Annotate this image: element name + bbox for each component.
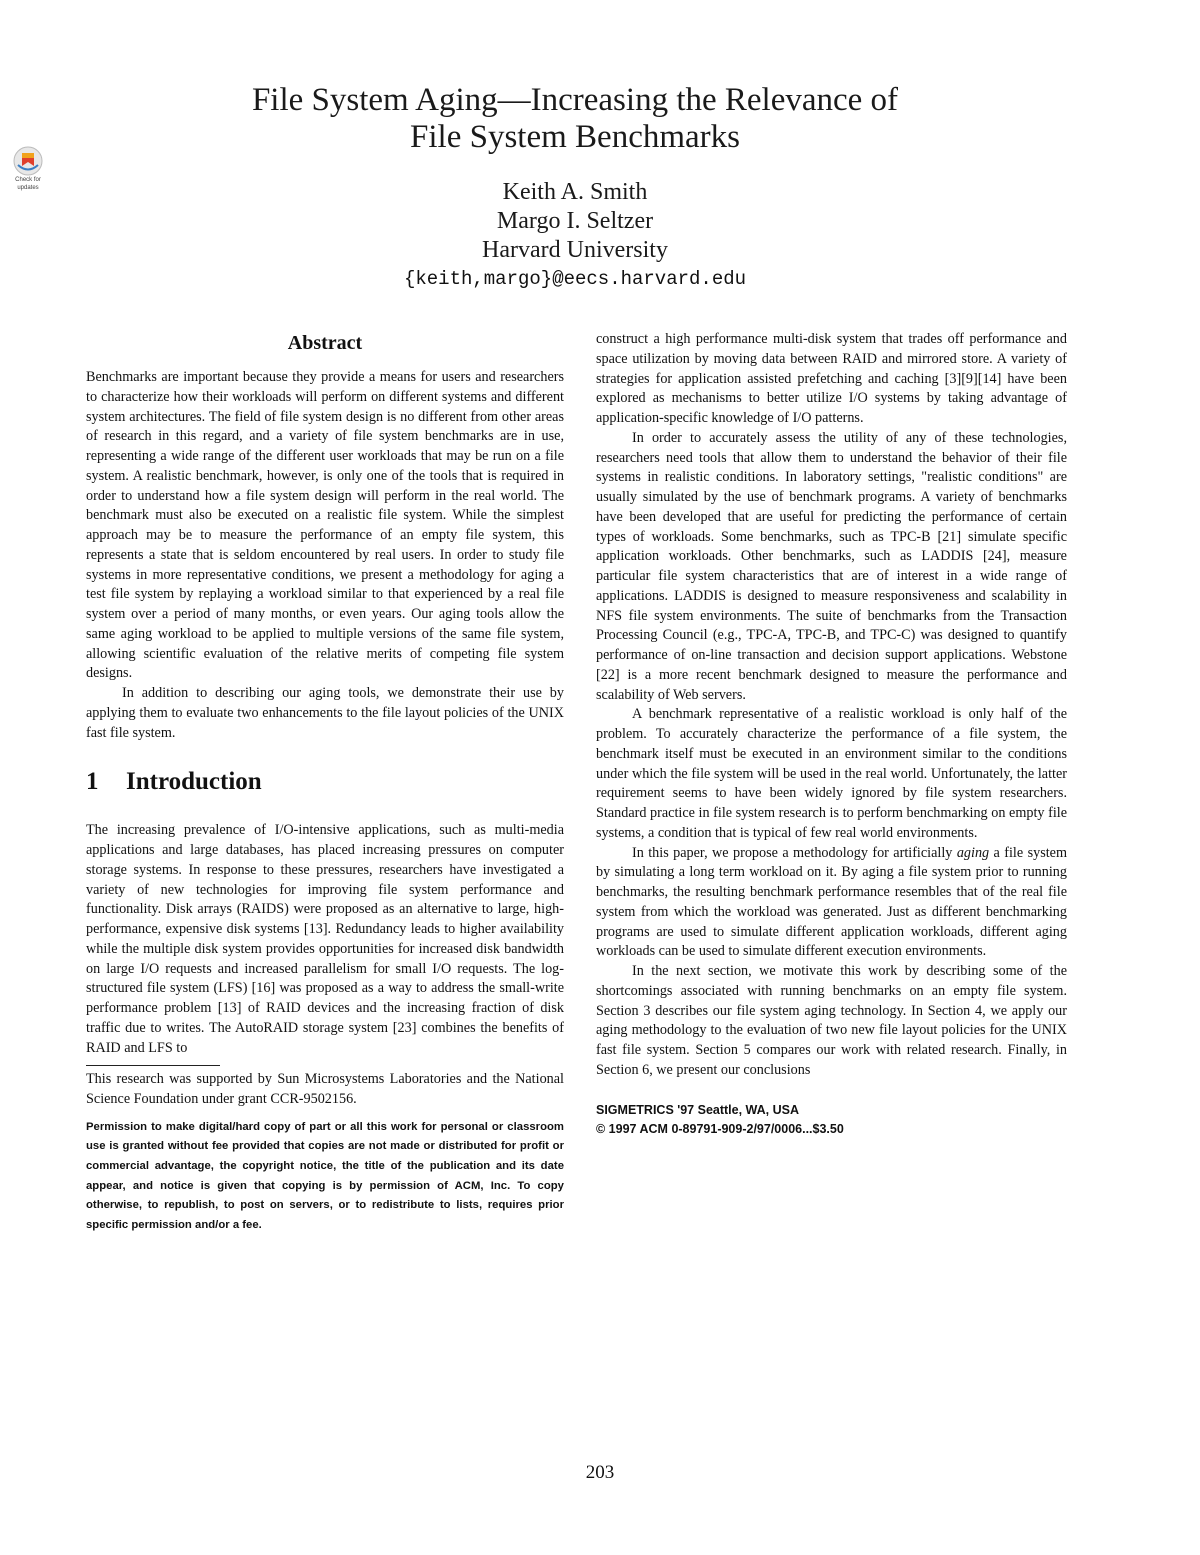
right-column bbox=[596, 330, 1067, 1139]
intro-paragraph: In the next section, we motivate this work by describing some of the shortcomings associated with running benchmarks on an empty file system. Section 3 describes our file system aging technology. In Section 4, we apply our aging methodology to the evaluation of two new file layout policies for the UNIX fast file system. Section 5 compares our work with related research. Finally, in Section 6, we present our conclusions bbox=[596, 963, 1067, 1078]
paper-title-line-2: File System Benchmarks bbox=[410, 119, 740, 155]
permission-notice: Permission to make digital/hard copy of part or all this work for personal or classroom use is granted without fee provided that copies are not made or distributed for profit or commercial advantage, the copyright notice, the title of the publication and its date appear, and notice is given that copying is by permission of ACM, Inc. To copy otherwise, to republish, to post on servers, or to redistribute to lists, requires prior specific permission and/or a fee. bbox=[86, 1120, 564, 1231]
section-title: Introduction bbox=[126, 768, 262, 796]
intro-paragraph: In order to accurately assess the utility of any of these technologies, researchers need tools that allow them to understand the behavior of their file systems in realistic conditions. In laboratory settings, "realistic conditions" are usually simulated by the use of benchmark programs. A variety of benchmarks have been developed that are useful for predicting the performance of certain types of workloads. Some benchmarks, such as TPC-B [21] simulate specific application workloads. Other benchmarks, such as LADDIS [24], measure particular file system characteristics that are of interest in a wide range of applications. LADDIS is designed to measure responsiveness and scalability in NFS file system environments. The suite of benchmarks from the Transaction Processing Council (e.g., TPC-A, TPC-B, and TPC-C) was designed to quantify performance of on-line transaction and decision support applications. Webstone [22] is a more recent benchmark designed to measure the performance and scalability of Web servers. bbox=[596, 429, 1067, 703]
crossmark-icon bbox=[13, 146, 43, 176]
section-heading-introduction bbox=[86, 767, 564, 797]
author-list bbox=[140, 178, 1010, 265]
intro-paragraph: A benchmark representative of a realistic workload is only half of the problem. To accurately characterize the performance of a file system, the benchmark itself must be executed in an environment similar to the conditions under which the file system will be used in the real world. Unfortunately, the latter requirement seems to have been widely ignored by file system researchers. Standard practice in file system research is to perform benchmarking on empty file systems, a condition that is typical of few real world environments. bbox=[596, 706, 1067, 841]
author-name: Keith A. Smith bbox=[502, 179, 648, 205]
section-number: 1 bbox=[86, 768, 99, 796]
intro-paragraph: construct a high performance multi-disk system that trades off performance and space utilization by moving data between RAID and mirrored store. A variety of strategies for application assisted prefetching and caching [3][9][14] have been explored as mechanisms to better utilize I/O systems by taking advantage of application-specific knowledge of I/O patterns. bbox=[596, 331, 1067, 426]
crossmark-label-2: updates bbox=[17, 185, 39, 191]
crossmark-label-1: Check for bbox=[15, 177, 41, 183]
intro-paragraph-aging bbox=[596, 844, 1067, 963]
left-column bbox=[86, 330, 564, 1235]
footnote-rule bbox=[86, 1065, 220, 1066]
text-run: a file system by simulating a long term workload on it. By aging a file system prior to running benchmarks, the resulting benchmark performance resembles that of the real file system from which the workload was generated. Just as different benchmarking programs are used to simulate different application workloads, different aging workloads can be used to simulate different execution environments. bbox=[596, 844, 1067, 960]
emphasis-aging: aging bbox=[956, 844, 990, 861]
affiliation: Harvard University bbox=[482, 237, 668, 263]
abstract-paragraph: In addition to describing our aging tools, we demonstrate their use by applying them to evaluate two enhancements to the file layout policies of the UNIX fast file system. bbox=[86, 685, 564, 741]
intro-paragraph: The increasing prevalence of I/O-intensive applications, such as multi-media applications and large databases, has placed increasing pressures on computer storage systems. In response to these pressures, researchers have investigated a variety of new technologies for improving file system performance and functionality. Disk arrays (RAIDS) were proposed as an alternative to large, high-performance, expensive disk systems [13]. Redundancy leads to higher availability while the multiple disk system provides opportunities for increased disk bandwidth on large I/O requests and increased parallelism for small I/O requests. The log-structured file system (LFS) [16] was proposed as a way to address the small-write performance problem [13] of RAID devices and the increasing fraction of disk traffic due to writes. The AutoRAID storage system [23] combines the benefits of RAID and LFS to bbox=[86, 822, 564, 1056]
crossmark-badge[interactable] bbox=[4, 146, 52, 194]
footnote: This research was supported by Sun Microsystems Laboratories and the National Science Foundation under grant CCR-9502156. bbox=[86, 1071, 564, 1107]
venue-block bbox=[596, 1101, 1067, 1139]
page-number: 203 bbox=[585, 1462, 615, 1483]
author-name: Margo I. Seltzer bbox=[496, 208, 654, 234]
text-run: In this paper, we propose a methodology for artificially bbox=[632, 844, 957, 861]
abstract-heading: Abstract bbox=[287, 332, 363, 354]
author-email: {keith,margo}@eecs.harvard.edu bbox=[403, 268, 747, 290]
abstract-paragraph: Benchmarks are important because they provide a means for users and researchers to characterize how their workloads will perform on different systems and different system architectures. The field of file system design is no different from other areas of research in this regard, and a variety of file system benchmarks are in use, representing a wide range of the different user workloads that may be run on a file system. A realistic benchmark, however, is only one of the tools that is required in order to understand how a file system design will perform in the real world. The benchmark must also be executed on a realistic file system. While the simplest approach may be to measure the performance of an empty file system, this represents a state that is seldom encountered by real users. In order to study file systems in more representative conditions, we present a methodology for aging a test file system by replaying a workload similar to that experienced by a real file system over a period of many months, or even years. Our aging tools allow the same aging workload to be applied to multiple versions of the same file system, allowing scientific evaluation of the relative merits of competing file system designs. bbox=[86, 369, 564, 682]
copyright-line: © 1997 ACM 0-89791-909-2/97/0006...$3.50 bbox=[596, 1121, 844, 1136]
venue-line: SIGMETRICS '97 Seattle, WA, USA bbox=[596, 1102, 800, 1117]
paper-title-line-1: File System Aging—Increasing the Relevance of bbox=[251, 82, 899, 118]
title-block bbox=[140, 82, 1010, 292]
